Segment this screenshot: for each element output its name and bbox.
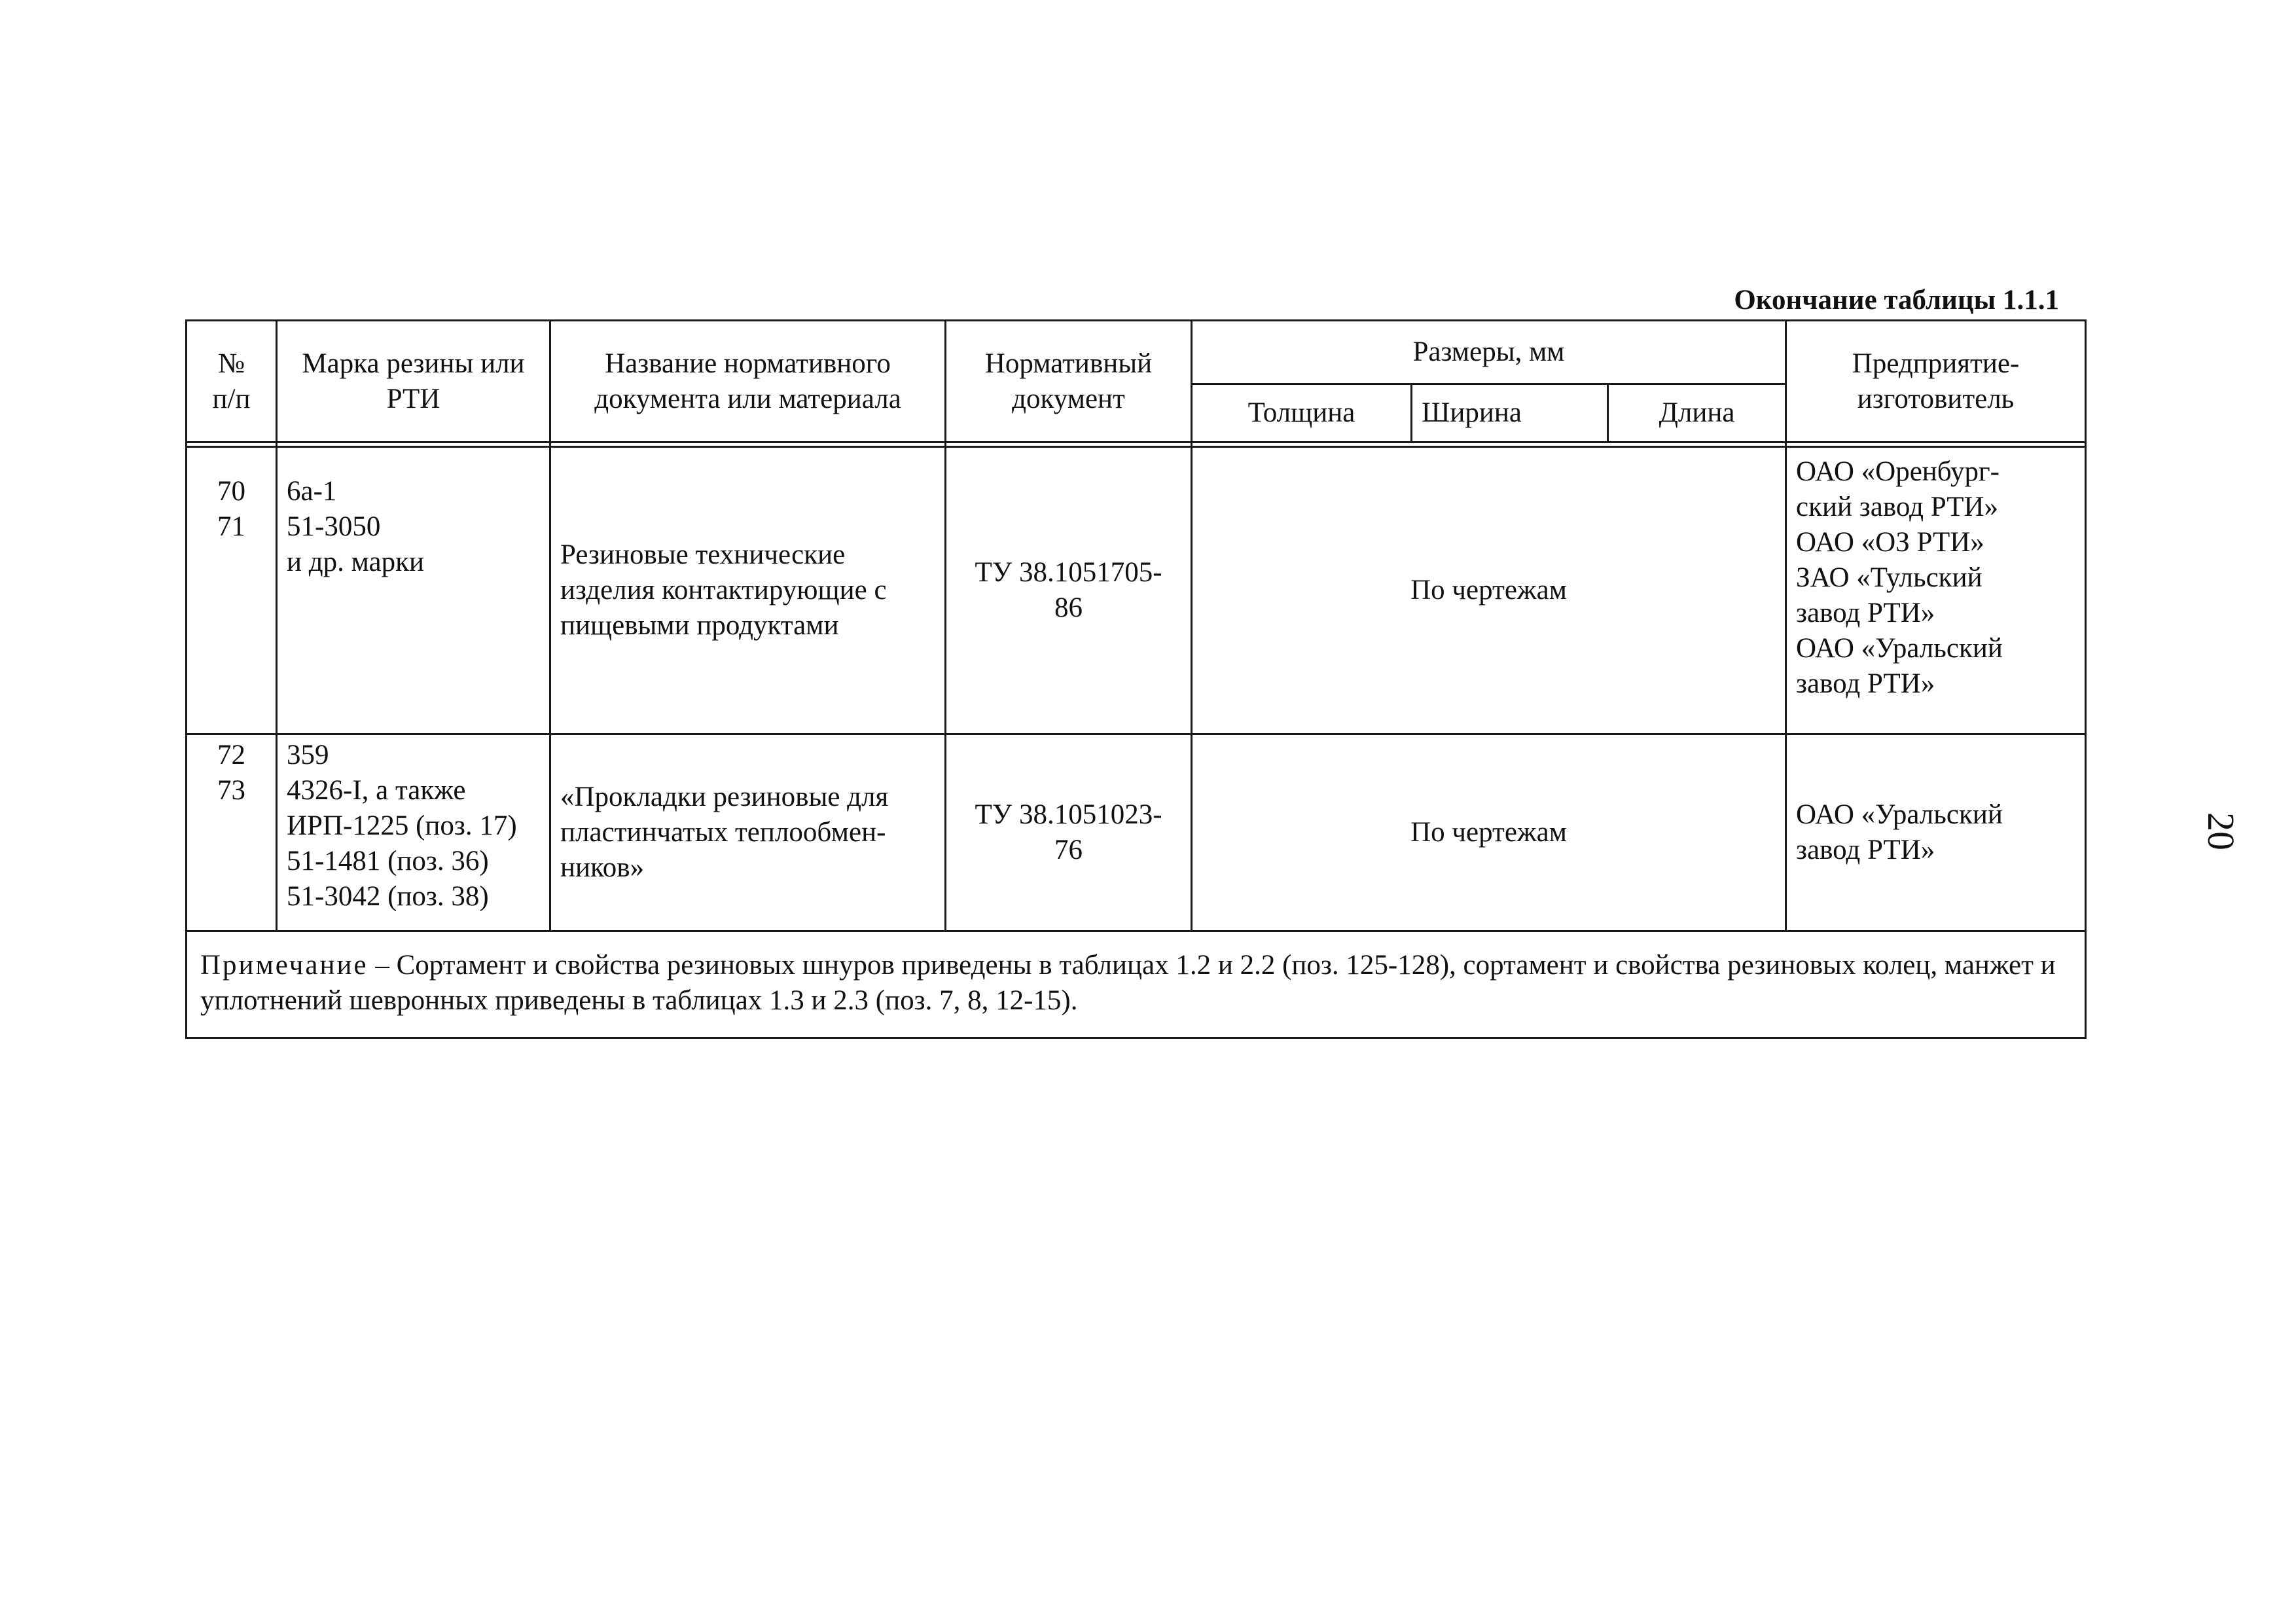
row-document-name: «Прокладки резиновые для пластинчатых теплообмен- ников» [550,734,946,931]
header-row [187,321,2086,384]
row-manufacturers: ОАО «Оренбург- ский завод РТИ» ОАО «ОЗ РТИ» ЗАО «Тульский завод РТИ» ОАО «Уральский завод РТИ» [1786,447,2086,734]
row-sizes: По чертежам [1192,734,1786,931]
row-document-name: Резиновые технические изделия контактирующие с пищевыми продуктами [550,447,946,734]
note-cell [187,931,2086,1038]
note-row [187,931,2086,1038]
header-num: № п/п [187,321,277,442]
header-separator [187,442,2086,447]
row-normative-doc: ТУ 38.1051023- 76 [946,734,1192,931]
header-thickness: Толщина [1192,384,1412,442]
table-caption: Окончание таблицы 1.1.1 [1734,285,2059,316]
rubber-products-table [185,319,2087,1039]
row-manufacturers: ОАО «Уральский завод РТИ» [1786,734,2086,931]
header-width: Ширина [1412,384,1608,442]
header-maker: Предприятие- изготовитель [1786,321,2086,442]
row-numbers: 72 73 [187,734,277,931]
note-label: Примечание [200,950,368,981]
header-doc: Нормативный документ [946,321,1192,442]
table-row [187,734,2086,931]
header-sizes: Размеры, мм [1192,321,1786,384]
table-row [187,447,2086,734]
header-length: Длина [1608,384,1786,442]
header-mark: Марка резины или РТИ [277,321,550,442]
row-marks: 359 4326-I, а также ИРП-1225 (поз. 17) 51-1481 (поз. 36) 51-3042 (поз. 38) [277,734,550,931]
row-sizes: По чертежам [1192,447,1786,734]
row-numbers: 70 71 [187,447,277,734]
row-normative-doc: ТУ 38.1051705- 86 [946,447,1192,734]
page-number: 20 [2200,812,2242,850]
note-text: – Сортамент и свойства резиновых шнуров приведены в таблицах 1.2 и 2.2 (поз. 125-128), сортамент и свойства резиновых колец, манжет и уплотнений шевронных приведены в таблицах 1.3 и 2.3 (поз. 7, 8, 12-15). [200,950,2056,1016]
header-name: Название нормативного документа или материала [550,321,946,442]
row-marks: 6а-1 51-3050 и др. марки [277,447,550,734]
